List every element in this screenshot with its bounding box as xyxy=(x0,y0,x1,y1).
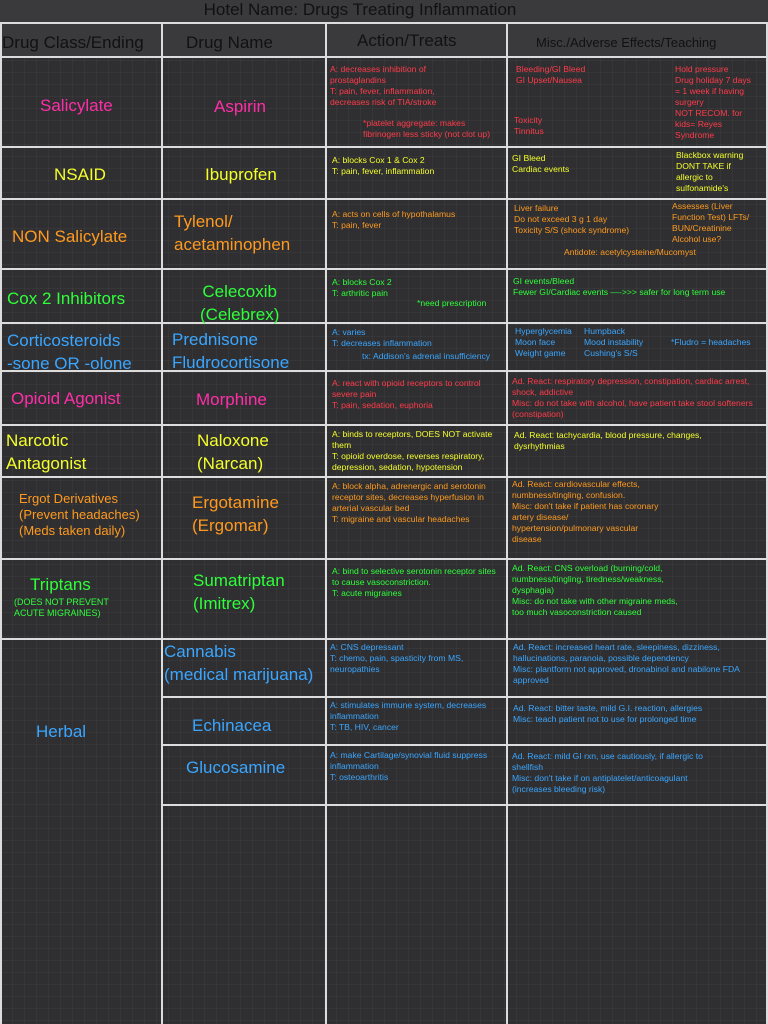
class-narcotic: Narcotic Antagonist xyxy=(6,431,87,473)
misc3-prednisone: *Fludro = headaches xyxy=(671,337,751,347)
class-note-triptans: (DOES NOT PREVENT ACUTE MIGRAINES) xyxy=(14,597,109,618)
class-cox2: Cox 2 Inhibitors xyxy=(7,289,126,308)
misc1-echinacea: Ad. React: bitter taste, mild G.I. reaction, allergies Misc: teach patient not to use for prolonged time xyxy=(513,703,703,724)
misc2-aspirin: Toxicity Tinnitus xyxy=(514,115,544,136)
drug-naloxone: Naloxone (Narcan) xyxy=(197,431,269,473)
header-action: Action/Treats xyxy=(357,31,457,50)
action-prednisone: A: varies T: decreases inflammation xyxy=(332,327,432,348)
misc1-celecoxib: GI events/Bleed Fewer GI/Cardiac events —->>> safer for long term use xyxy=(513,276,726,297)
misc1-sumatriptan: Ad. React: CNS overload (burning/cold, numbness/tingling, tiredness/weakness, dysphagia) Misc: do not take with other migraine meds, too much vasoconstriction caused xyxy=(512,563,678,617)
misc1-tylenol: Liver failure Do not exceed 3 g 1 day Toxicity S/S (shock syndrome) xyxy=(514,203,630,235)
drug-tylenol: Tylenol/ acetaminophen xyxy=(174,212,291,254)
drug-sumatriptan: Sumatriptan (Imitrex) xyxy=(193,571,285,613)
class-non-salicylate: NON Salicylate xyxy=(12,227,128,246)
class-corticosteroids: Corticosteroids -sone OR -olone xyxy=(7,331,132,373)
class-triptans: Triptans xyxy=(30,575,91,594)
drug-echinacea: Echinacea xyxy=(192,716,272,735)
class-nsaid: NSAID xyxy=(54,165,106,184)
action-note-aspirin: *platelet aggregate: makes fibrinogen less sticky (not clot up) xyxy=(363,118,491,139)
misc1-cannabis: Ad. React: increased heart rate, sleepiness, dizziness, hallucinations, paranoia, possible dependency Misc: plantform not approved, dronabinol and nabilone FDA approved xyxy=(513,642,740,685)
drug-cannabis: Cannabis (medical marijuana) xyxy=(164,642,314,684)
class-ergot: Ergot Derivatives (Prevent headaches) (Meds taken daily) xyxy=(19,491,140,538)
drug-prednisone: Prednisone Fludrocortisone xyxy=(172,330,290,372)
header-drug-name: Drug Name xyxy=(186,33,273,52)
drug-ibuprofen: Ibuprofen xyxy=(205,165,277,184)
action-glucosamine: A: make Cartilage/synovial fluid suppress inflammation T: osteoarthritis xyxy=(330,750,488,782)
misc3-aspirin: Hold pressure Drug holiday 7 days = 1 week if having surgery NOT RECOM. for kids= Reyes Syndrome xyxy=(675,64,751,140)
action-echinacea: A: stimulates immune system, decreases inflammation T: TB, HIV, cancer xyxy=(330,700,487,732)
action-naloxone: A: binds to receptors, DOES NOT activate them T: opioid overdose, reverses respiratory, depression, sedation, hypotension xyxy=(332,429,493,472)
class-opioid: Opioid Agonist xyxy=(11,389,121,408)
misc1-morphine: Ad. React: respiratory depression, constipation, cardiac arrest, shock, addictive Misc: do not take with alcohol, have patient take stool softeners (constipation) xyxy=(512,376,753,419)
class-salicylate: Salicylate xyxy=(40,96,113,115)
header-drug-class: Drug Class/Ending xyxy=(2,33,144,52)
misc2-prednisone: Humpback Mood instability Cushing's S/S xyxy=(584,326,644,358)
action-note-prednisone: tx: Addison's adrenal insufficiency xyxy=(362,351,491,361)
drug-ergotamine: Ergotamine (Ergomar) xyxy=(192,493,279,535)
drug-celecoxib: Celecoxib (Celebrex) xyxy=(200,282,280,324)
header-misc: Misc./Adverse Effects/Teaching xyxy=(536,35,717,50)
misc3-tylenol: Antidote: acetylcysteine/Mucomyst xyxy=(564,247,696,257)
action-sumatriptan: A: bind to selective serotonin receptor sites to cause vasoconstriction. T: acute migraines xyxy=(332,566,496,598)
misc1-ergotamine: Ad. React: cardiovascular effects, numbness/tingling, confusion. Misc: don't take if patient has coronary artery disease/ hypertension/pulmonary vascular disease xyxy=(512,479,659,544)
action-morphine: A: react with opioid receptors to control severe pain T: pain, sedation, euphoria xyxy=(332,378,481,410)
misc1-glucosamine: Ad. React: mild GI rxn, use cautiously, if allergic to shellfish Misc: don't take if on antiplatelet/anticoagulant (increases bleeding risk) xyxy=(512,751,703,794)
action-ibuprofen: A: blocks Cox 1 & Cox 2 T: pain, fever, inflammation xyxy=(332,155,435,176)
action-celecoxib: A: blocks Cox 2 T: arthritic pain xyxy=(332,277,392,298)
action-tylenol: A: acts on cells of hypothalamus T: pain, fever xyxy=(332,209,456,230)
action-ergotamine: A: block alpha, adrenergic and serotonin receptor sites, decreases hyperfusion in arterial vascular bed T: migraine and vascular headaches xyxy=(332,481,486,524)
page-title: Hotel Name: Drugs Treating Inflammation xyxy=(203,0,517,19)
misc1-prednisone: Hyperglycemia Moon face Weight game xyxy=(515,326,572,358)
drug-morphine: Morphine xyxy=(196,390,267,409)
misc2-tylenol: Assesses (Liver Function Test) LFTs/ BUN/Creatinine Alcohol use? xyxy=(672,201,750,244)
misc1-aspirin: Bleeding/GI Bleed GI Upset/Nausea xyxy=(516,64,586,85)
class-herbal: Herbal xyxy=(36,722,87,741)
misc1-naloxone: Ad. React: tachycardia, blood pressure, changes, dysrhythmias xyxy=(514,430,702,451)
action-note-celecoxib: *need prescription xyxy=(417,298,487,308)
action-cannabis: A: CNS depressant T: chemo, pain, spasticity from MS, neuropathies xyxy=(330,642,464,674)
misc1-ibuprofen: GI Bleed Cardiac events xyxy=(512,153,570,174)
action-aspirin: A: decreases inhibition of prostaglandins T: pain, fever, inflammation, decreases risk of TIA/stroke xyxy=(330,64,437,107)
misc2-ibuprofen: Blackbox warning DONT TAKE if allergic to sulfonamide's xyxy=(676,150,744,193)
drug-aspirin: Aspirin xyxy=(214,97,266,116)
drug-glucosamine: Glucosamine xyxy=(186,758,286,777)
